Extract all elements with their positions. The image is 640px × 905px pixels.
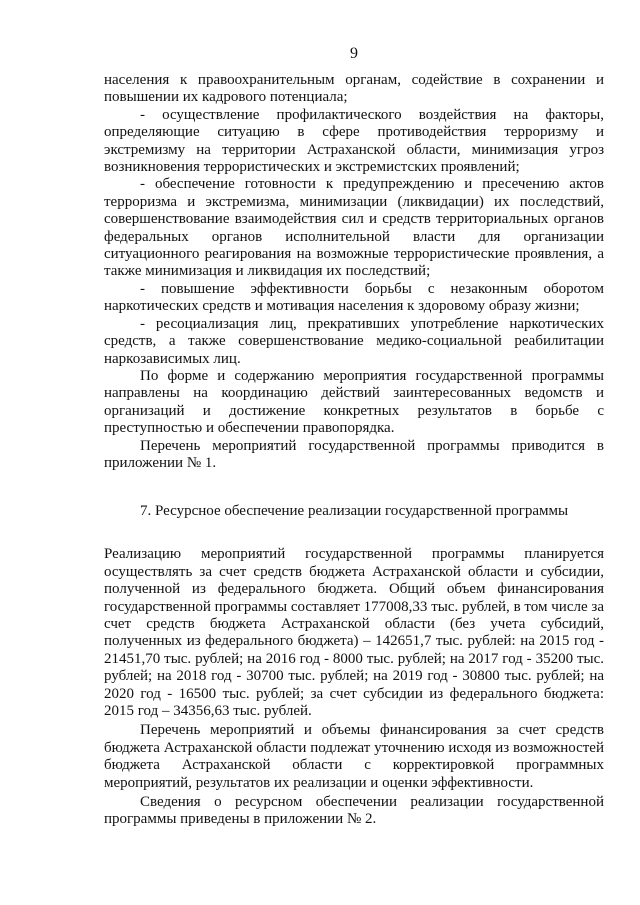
document-page: [104, 44, 604, 829]
paragraph-program-measures: По форме и содержанию мероприятия государственной программы направлены на координацию действий заинтересованных ведомств и организаций и достижение конкретных результатов в борьбе с преступностью и обеспечении правопорядка.: [104, 367, 604, 437]
paragraph-funding-details: Реализацию мероприятий государственной программы планируется осуществлять за счет средств бюджета Астраханской области и субсидии, полученной из федерального бюджета. Общий объем финансирования государственной программы составляет 177008,33 тыс. рублей, в том числе за счет средств бюджета Астраханской области (без учета субсидий, полученных из федерального бюджета) – 142651,7 тыс. рублей: на 2015 год - 21451,70 тыс. рублей; на 2016 год - 8000 тыс. рублей; на 2017 год - 35200 тыс. рублей; на 2018 год - 30700 тыс. рублей; на 2019 год - 30800 тыс. рублей; на 2020 год - 16500 тыс. рублей; за счет субсидии из федерального бюджета: 2015 год – 34356,63 тыс. рублей.: [104, 546, 604, 719]
paragraph-terrorism-prevention: - осуществление профилактического воздействия на факторы, определяющие ситуацию в сфере противодействия терроризму и экстремизму на территории Астраханской области, минимизация угроз возникновения террористических и экстремистских проявлений;: [104, 106, 604, 176]
paragraph-population-law-enforcement: населения к правоохранительным органам, содействие в сохранении и повышении их кадрового потенциала;: [104, 72, 604, 106]
paragraph-resocialization: - ресоциализация лиц, прекративших употребление наркотических средств, а также совершенствование медико-социальной реабилитации наркозависимых лиц.: [104, 315, 604, 367]
paragraph-appendix-2-reference: Сведения о ресурсном обеспечении реализации государственной программы приведены в приложении № 2.: [104, 794, 604, 828]
paragraph-terrorism-response: - обеспечение готовности к предупреждению и пресечению актов терроризма и экстремизма, минимизации (ликвидации) их последствий, совершенствование взаимодействия сил и средств территориальных органов федеральных органов исполнительной власти для организации ситуационного реагирования на возможные террористические проявления, а также минимизация и ликвидация их последствий;: [104, 176, 604, 280]
paragraph-drug-trafficking: - повышение эффективности борьбы с незаконным оборотом наркотических средств и мотивация населения к здоровому образу жизни;: [104, 280, 604, 315]
section-heading: 7. Ресурсное обеспечение реализации государственной программы: [139, 503, 569, 520]
paragraph-funding-adjustment: Перечень мероприятий и объемы финансирования за счет средств бюджета Астраханской области подлежат уточнению исходя из возможностей бюджета Астраханской области с корректировкой программных мероприятий, результатов их реализации и оценки эффективности.: [104, 722, 604, 791]
page-number: 9: [350, 45, 358, 62]
paragraph-appendix-1-reference: Перечень мероприятий государственной программы приводится в приложении № 1.: [104, 437, 604, 471]
